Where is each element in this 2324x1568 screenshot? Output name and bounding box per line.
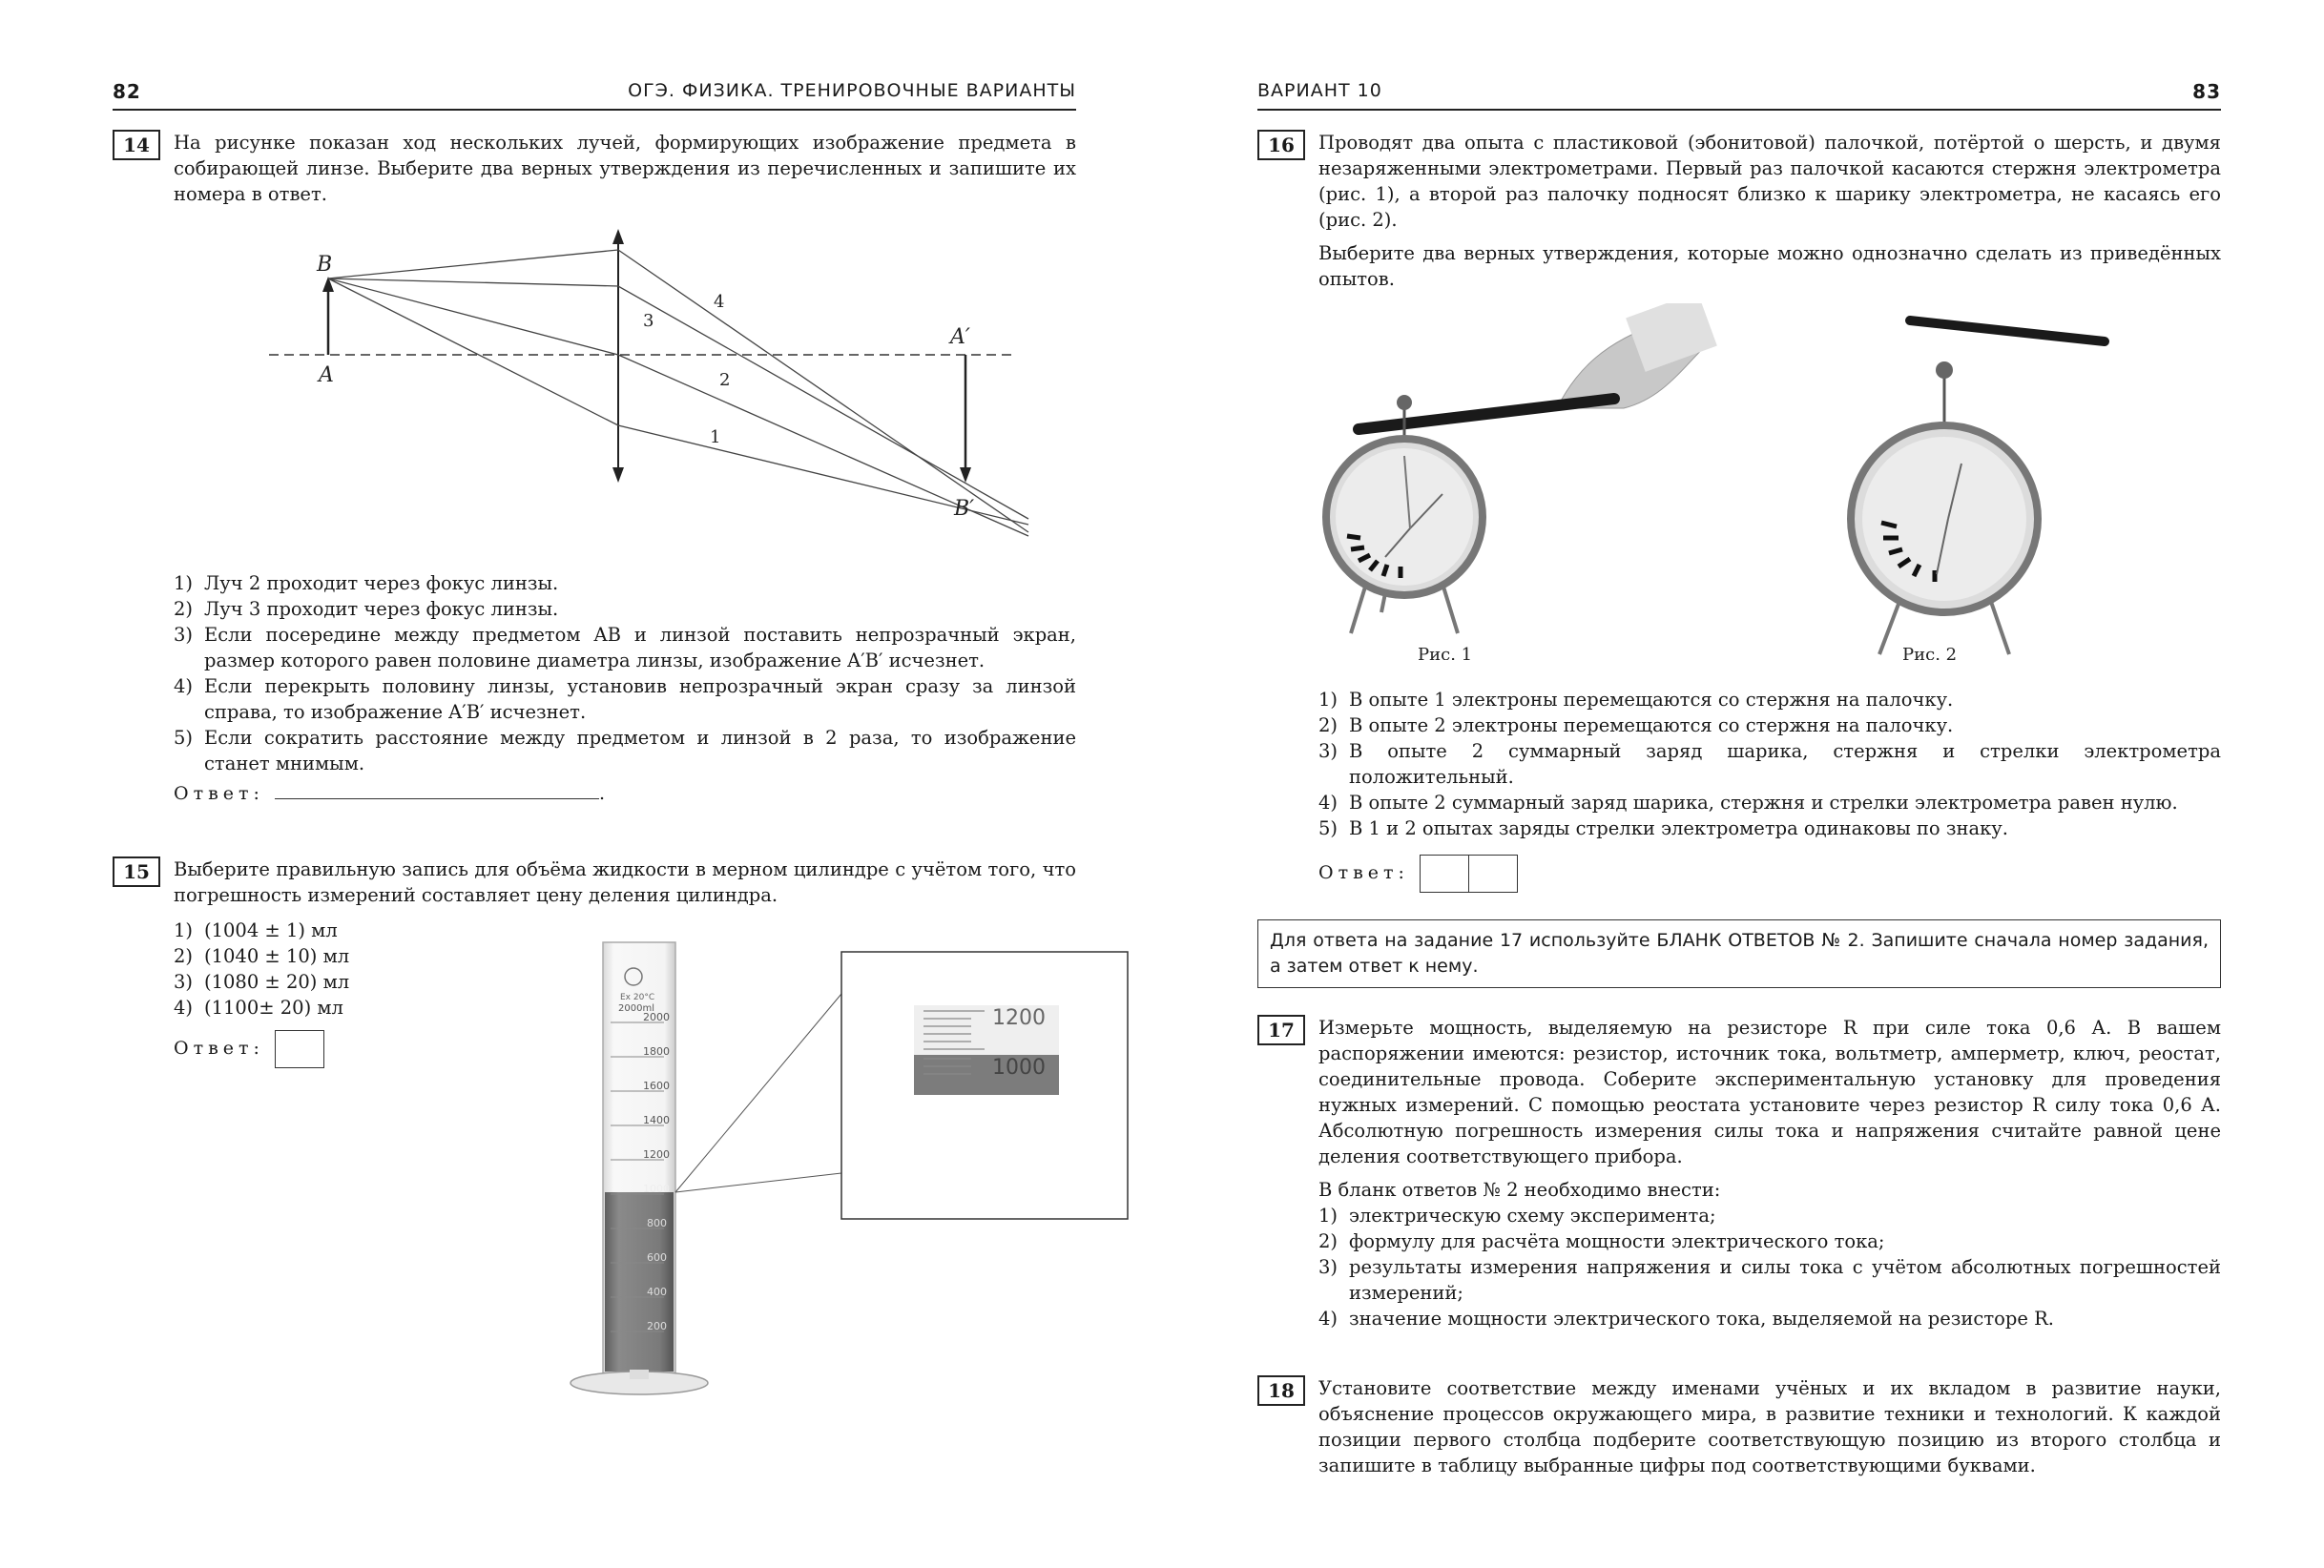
- option-item: 4) В опыте 2 суммарный заряд шарика, стержня и стрелки электрометра равен нулю.: [1318, 792, 2178, 814]
- task-14: [113, 130, 1076, 207]
- list-item: 2) формулу для расчёта мощности электрического тока;: [1318, 1230, 1885, 1252]
- label-ray-1: 1: [710, 427, 721, 447]
- ray-1: [328, 279, 1028, 525]
- task-number: 17: [1257, 1015, 1305, 1045]
- option-item: 3) Если посередине между предметом AB и линзой поставить непрозрачный экран, размер которого равен половине диаметра линзы, изображение A′B′ исчезнет.: [174, 624, 1076, 671]
- zoom-callout-line: [675, 1173, 841, 1192]
- option-item: 2) (1040 ± 10) мл: [174, 945, 350, 967]
- task-18-text: Установите соответствие между именами учёных и их вкладом в развитие науки, объяснение процессов окружающего мира, в развитие техники и технологий. К каждой позиции первого столбца подберите соответствующую позицию из второго столбца и запишите в таблицу выбранные цифры под соответствующими буквами.: [1318, 1377, 2221, 1476]
- option-item: 5) Если сократить расстояние между предметом и линзой в 2 раза, то изображение станет мнимым.: [174, 727, 1076, 774]
- list-item: 3) результаты измерения напряжения и силы тока с учётом абсолютных погрешностей измерений;: [1318, 1256, 2221, 1304]
- task-17: [1257, 1015, 2221, 1331]
- task-17-text: [1318, 1015, 2221, 1331]
- scale-label: 1800: [643, 1045, 670, 1058]
- scale-label: 1000: [643, 1183, 670, 1195]
- label-ray-3: 3: [643, 311, 654, 331]
- answer-label: Ответ:: [1318, 862, 1409, 883]
- electrometer-fig-2: [1851, 320, 2105, 654]
- option-item: 1) (1004 ± 1) мл: [174, 919, 338, 941]
- left-page: [113, 0, 1076, 1568]
- task-14-answer: Ответ: .: [174, 780, 610, 807]
- option-item: 4) (1100± 20) мл: [174, 997, 343, 1019]
- answer-label: Ответ:: [174, 783, 264, 804]
- label-B-image: B′: [954, 497, 975, 521]
- electrometer-ball: [1397, 395, 1412, 410]
- cylinder-capacity: 2000ml: [618, 1003, 654, 1014]
- zoom-callout-line: [675, 994, 841, 1192]
- task-17-paragraph-1: Измерьте мощность, выделяемую на резисторе R при силе тока 0,6 А. В вашем распоряжении имеются: резистор, источник тока, вольтметр, амперметр, ключ, реостат, соединительные провода. Соберите экспериментальную установку для проведения нужных измерений. С помощью реостата установите через резистор R силу тока 0,6 А. Абсолютную погрешность измерения силы тока и напряжения считайте равной цене деления соответствующего прибора.: [1318, 1017, 2221, 1167]
- task-17-items: [1318, 1203, 2221, 1331]
- option-item: 5) В 1 и 2 опытах заряды стрелки электрометра одинаковы по знаку.: [1318, 817, 2008, 839]
- task-16-options: [1318, 687, 2221, 841]
- option-item: 3) В опыте 2 суммарный заряд шарика, стержня и стрелки электрометра положительный.: [1318, 740, 2221, 788]
- fig-1-caption: Рис. 1: [1418, 645, 1473, 660]
- task-number: 16: [1257, 130, 1305, 160]
- option-item: 3) (1080 ± 20) мл: [174, 971, 350, 993]
- task-15-answer: [174, 1030, 324, 1068]
- answer-box[interactable]: [1468, 855, 1518, 893]
- label-A: A: [319, 363, 334, 387]
- option-item: 1) В опыте 1 электроны перемещаются со стержня на палочку.: [1318, 689, 1954, 711]
- task-15-text: Выберите правильную запись для объёма жидкости в мерном цилиндре с учётом того, что погрешность измерений составляет цену деления цилиндра.: [174, 858, 1076, 906]
- answer-box[interactable]: [1420, 855, 1469, 893]
- option-item: 1) Луч 2 проходит через фокус линзы.: [174, 572, 559, 594]
- task-16-text: [1318, 130, 2221, 292]
- scale-label: 200: [647, 1320, 667, 1332]
- running-title-left: ОГЭ. ФИЗИКА. ТРЕНИРОВОЧНЫЕ ВАРИАНТЫ: [628, 80, 1076, 101]
- label-ray-4: 4: [714, 292, 725, 312]
- task-14-options: [174, 570, 1076, 776]
- scale-label: 1400: [643, 1114, 670, 1126]
- list-item: 4) значение мощности электрического тока, выделяемой на резисторе R.: [1318, 1308, 2054, 1330]
- scale-label: 800: [647, 1217, 667, 1229]
- label-B: B: [317, 253, 333, 277]
- cylinder-brand: Ex 20°C: [620, 993, 655, 1002]
- left-running-head: [113, 74, 1076, 111]
- task-15-options: [174, 918, 460, 1021]
- answer-box[interactable]: [275, 1030, 324, 1068]
- scale-label: 600: [647, 1251, 667, 1264]
- scale-label: 400: [647, 1286, 667, 1298]
- scale-label: 1200: [643, 1148, 670, 1161]
- scale-label: 1600: [643, 1080, 670, 1092]
- electrometer-ball: [1936, 361, 1953, 379]
- running-title-right: ВАРИАНТ 10: [1257, 80, 1382, 101]
- zoom-label-1200: 1200: [992, 1006, 1046, 1030]
- zoom-label-1000: 1000: [992, 1056, 1046, 1080]
- right-page: [1257, 0, 2221, 1568]
- task-16-answer: [1318, 855, 1518, 893]
- measuring-cylinder-figure: [466, 935, 1133, 1412]
- label-ray-2: 2: [719, 370, 731, 390]
- ray-3: [328, 279, 1028, 519]
- option-item: 2) В опыте 2 электроны перемещаются со стержня на палочку.: [1318, 714, 1954, 736]
- electrometer-fig-1: [1326, 303, 1717, 633]
- ray-2: [328, 279, 1028, 536]
- answer-line[interactable]: [275, 780, 599, 799]
- task-number: 15: [113, 856, 160, 887]
- answer-label: Ответ:: [174, 1038, 264, 1059]
- task-18: [1257, 1375, 2221, 1478]
- scale-label: 2000: [643, 1011, 670, 1023]
- option-item: 2) Луч 3 проходит через фокус линзы.: [174, 598, 559, 620]
- electrometer-figures: [1318, 303, 2221, 660]
- fig-2-caption: Рис. 2: [1902, 645, 1958, 660]
- task-16-paragraph-2: Выберите два верных утверждения, которые можно однозначно сделать из приведённых опытов.: [1318, 242, 2221, 290]
- task-16-paragraph-1: Проводят два опыта с пластиковой (эбонитовой) палочкой, потёртой о шерсть, и двумя незаряженными электрометрами. Первый раз палочкой касаются стержня электрометра (рис. 1), а второй раз палочку подносят близко к шарику электрометра, не касаясь его (рис. 2).: [1318, 132, 2221, 231]
- task-14-text: На рисунке показан ход нескольких лучей, формирующих изображение предмета в собирающей линзе. Выберите два верных утверждения из перечисленных и запишите их номера в ответ.: [174, 132, 1076, 205]
- task-number: 18: [1257, 1375, 1305, 1406]
- rod: [1910, 320, 2105, 341]
- right-running-head: [1257, 74, 2221, 111]
- list-item: 1) электрическую схему эксперимента;: [1318, 1205, 1716, 1227]
- task-16: [1257, 130, 2221, 299]
- task-number: 14: [113, 130, 160, 160]
- task-15: [113, 856, 1076, 908]
- lens-top-arrow: [612, 229, 624, 244]
- page-number-left: 82: [113, 80, 141, 103]
- label-A-image: A′: [950, 325, 970, 349]
- note-task-17: Для ответа на задание 17 используйте БЛАНК ОТВЕТОВ № 2. Запишите сначала номер задания, а затем ответ к нему.: [1257, 919, 2221, 988]
- task-17-paragraph-2: В бланк ответов № 2 необходимо внести:: [1318, 1179, 1721, 1201]
- option-item: 4) Если перекрыть половину линзы, установив непрозрачный экран сразу за линзой справа, то изображение A′B′ исчезнет.: [174, 675, 1076, 723]
- page-number-right: 83: [2192, 80, 2221, 103]
- lens-ray-diagram: [265, 221, 1048, 546]
- lens-bottom-arrow: [612, 467, 624, 483]
